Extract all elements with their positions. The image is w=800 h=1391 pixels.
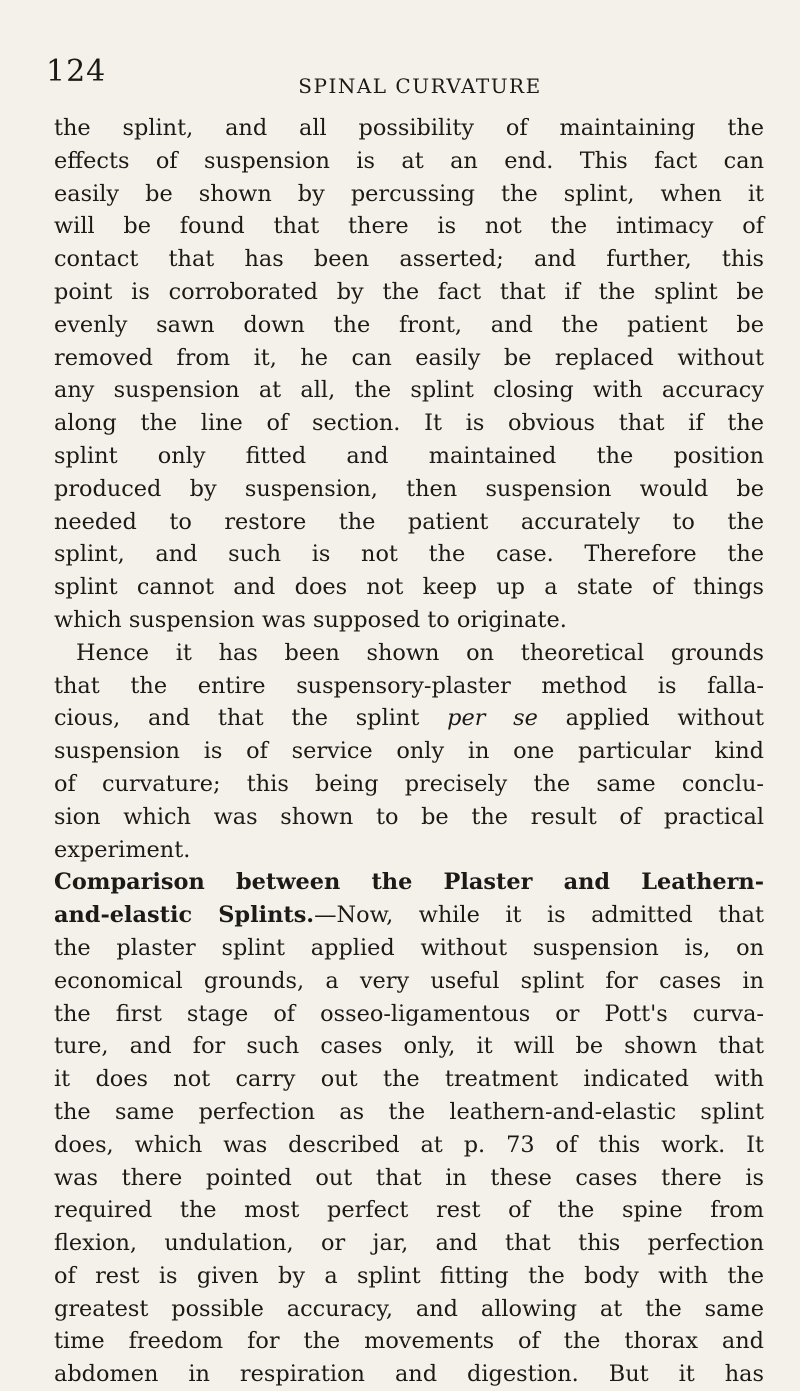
text-line: the same perfection as the leathern-and-elastic splint — [54, 1098, 764, 1125]
text-line: any suspension at all, the splint closing with accuracy — [54, 377, 764, 404]
text-run: —Now, while it is admitted that — [314, 902, 764, 929]
italic-phrase: per se — [447, 705, 538, 732]
text-line: economical grounds, a very useful splint for cases in — [54, 967, 764, 994]
text-line: sion which was shown to be the result of practical — [54, 803, 764, 830]
text-line: along the line of section. It is obvious that if the — [54, 410, 764, 437]
section-heading-cont: and-elastic Splints. — [54, 902, 315, 929]
text-line: it does not carry out the treatment indicated with — [54, 1066, 764, 1093]
text-line: abdomen in respiration and digestion. But it has — [54, 1361, 764, 1388]
text-line-mixed — [54, 899, 764, 932]
text-line: of rest is given by a splint fitting the body with the — [54, 1262, 764, 1289]
text-line: will be found that there is not the intimacy of — [54, 213, 764, 240]
text-line: splint, and such is not the case. Therefore the — [54, 541, 764, 568]
text-line: suspension is of service only in one particular kind — [54, 738, 764, 765]
text-line: required the most perfect rest of the spine from — [54, 1197, 764, 1224]
text-line: easily be shown by percussing the splint, when it — [54, 180, 764, 207]
text-line: Hence it has been shown on theoretical grounds — [76, 639, 764, 666]
text-line-mixed — [54, 702, 764, 735]
text-line: effects of suspension is at an end. This fact can — [54, 147, 764, 174]
text-line: contact that has been asserted; and further, this — [54, 246, 764, 273]
text-line: the first stage of osseo-ligamentous or Pott's curva- — [54, 1000, 764, 1027]
text-line: flexion, undulation, or jar, and that this perfection — [54, 1230, 764, 1257]
page-number: 124 — [46, 54, 107, 89]
text-line: does, which was described at p. 73 of this work. It — [54, 1131, 764, 1158]
text-line: evenly sawn down the front, and the patient be — [54, 311, 764, 338]
body-text — [54, 112, 764, 1391]
text-line: time freedom for the movements of the thorax and — [54, 1328, 764, 1355]
text-line: which suspension was supposed to originate. — [54, 606, 567, 633]
text-line: removed from it, he can easily be replaced without — [54, 344, 764, 371]
text-line: produced by suspension, then suspension would be — [54, 475, 764, 502]
text-line: needed to restore the patient accurately to the — [54, 508, 764, 535]
text-line: the splint, and all possibility of maintaining the — [54, 115, 764, 141]
running-head: SPINAL CURVATURE — [298, 74, 542, 98]
section-heading: Comparison between the Plaster and Leathern- — [54, 869, 764, 896]
text-line: point is corroborated by the fact that if the splint be — [54, 278, 764, 305]
text-line: was there pointed out that in these cases there is — [54, 1164, 764, 1191]
text-line: splint cannot and does not keep up a state of things — [54, 574, 764, 601]
text-line: of curvature; this being precisely the same conclu- — [54, 770, 764, 797]
text-line: that the entire suspensory-plaster method is falla- — [54, 672, 764, 699]
text-run: applied without — [565, 705, 764, 732]
text-line: greatest possible accuracy, and allowing at the same — [54, 1295, 764, 1322]
text-line: experiment. — [54, 836, 191, 863]
text-line: ture, and for such cases only, it will be shown that — [54, 1033, 764, 1060]
text-line: the plaster splint applied without suspension is, on — [54, 934, 764, 961]
text-run: cious, and that the splint — [54, 705, 420, 732]
text-line: splint only fitted and maintained the position — [54, 442, 764, 469]
